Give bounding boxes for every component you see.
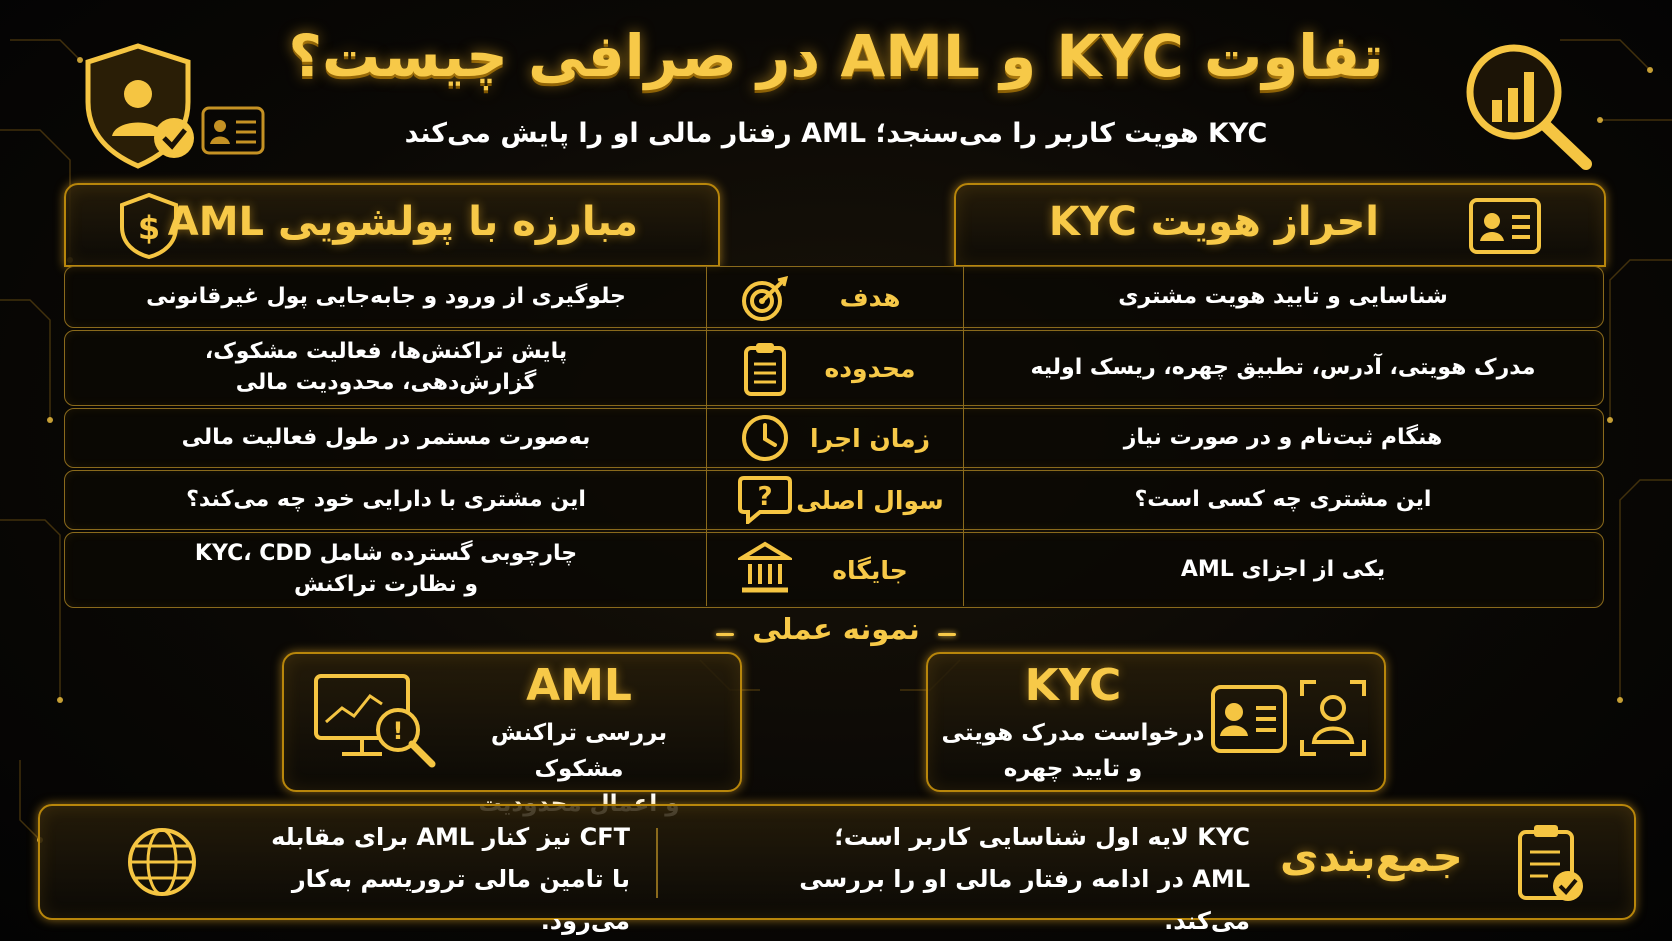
- summary-kyc-text: KYC لایه اول شناسایی کاربر است؛ AML در ادامه رفتار مالی او را بررسی می‌کند.: [799, 823, 1250, 935]
- kyc-header-panel: [954, 183, 1606, 267]
- row-label: سوال اصلی: [796, 485, 944, 515]
- svg-text:$: $: [137, 209, 161, 247]
- aml-example-text: بررسی تراکنش مشکوک: [490, 720, 668, 782]
- aml-cell: به‌صورت مستمر در طول فعالیت مالی: [181, 424, 591, 450]
- kyc-example-text: درخواست مدرک هویتی و تایید چهره: [941, 720, 1205, 782]
- row-label: محدوده: [824, 353, 916, 383]
- row-label: هدف: [839, 282, 901, 312]
- aml-cell: جلوگیری از ورود و جابه‌جایی پول غیرقانونی: [146, 283, 626, 309]
- globe-icon: [126, 826, 198, 898]
- kyc-cell: مدرک هویتی، آدرس، تطبیق چهره، ریسک اولیه: [1030, 354, 1536, 380]
- kyc-example-title: KYC: [1024, 660, 1122, 711]
- clipboard-icon: [742, 340, 788, 396]
- kyc-cell: هنگام ثبت‌نام و در صورت نیاز: [1123, 424, 1443, 450]
- row-label: زمان اجرا: [810, 423, 931, 453]
- kyc-cell: یکی از اجزای AML: [1180, 556, 1386, 582]
- kyc-example-card: [926, 652, 1386, 792]
- kyc-cell: این مشتری چه کسی است؟: [1134, 486, 1432, 512]
- summary-divider: [656, 828, 658, 898]
- summary-cft-text: CFT نیز کنار AML برای مقابله با تامین مالی تروریسم به‌کار می‌رود.: [271, 823, 630, 935]
- clipboard-check-icon: [1514, 820, 1586, 906]
- aml-header-panel: [64, 183, 720, 267]
- summary-label: جمع‌بندی: [1280, 832, 1463, 881]
- aml-example-card: [282, 652, 742, 792]
- bank-icon: [738, 540, 792, 596]
- examples-section-label: نمونه عملی: [752, 612, 920, 646]
- kyc-cell: شناسایی و تایید هویت مشتری: [1118, 283, 1448, 309]
- face-scan-icon: [1298, 678, 1368, 758]
- clock-icon: [740, 413, 790, 463]
- monitor-magnifier-icon: [312, 672, 440, 772]
- question-bubble-icon: [738, 474, 792, 524]
- id-card-icon: [1468, 197, 1542, 255]
- page-subtitle: KYC هویت کاربر را می‌سنجد؛ AML رفتار مالی او را پایش می‌کند: [404, 118, 1268, 149]
- aml-example-title: AML: [526, 660, 632, 711]
- page-title: تفاوت KYC و AML در صرافی چیست؟: [288, 22, 1384, 90]
- aml-column-title: مبارزه با پولشویی AML: [167, 199, 638, 245]
- summary-panel: [38, 804, 1636, 935]
- target-icon: [740, 276, 790, 322]
- svg-text:!: !: [392, 717, 404, 745]
- aml-cell: چارچوبی گسترده شامل KYC، CDD و نظارت تراکنش: [194, 541, 578, 597]
- aml-cell: پایش تراکنش‌ها، فعالیت مشکوک، گزارش‌دهی، محدودیت مالی: [204, 339, 568, 395]
- aml-cell: این مشتری با دارایی خود چه می‌کند؟: [186, 486, 586, 512]
- kyc-column-title: احراز هویت KYC: [1048, 199, 1379, 245]
- svg-text:?: ?: [757, 482, 773, 512]
- row-label: جایگاه: [832, 555, 908, 585]
- id-card-icon: [1210, 684, 1288, 754]
